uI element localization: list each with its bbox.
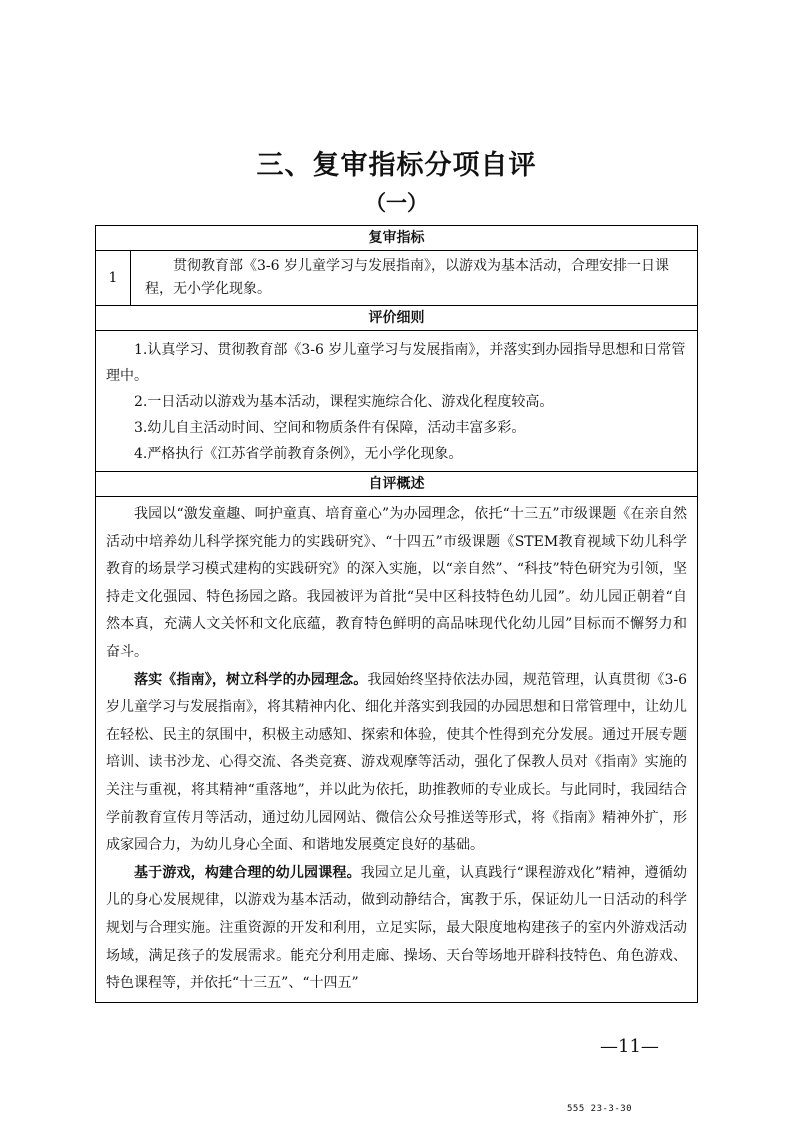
header-review-index: 复审指标	[96, 226, 697, 251]
detail-item: 2.一日活动以游戏为基本活动，课程实施综合化、游戏化程度较高。	[134, 394, 554, 410]
summary-body	[96, 497, 697, 998]
summary-paragraph-lead: 基于游戏，构建合理的幼儿园课程。	[134, 864, 361, 881]
summary-paragraph: 我园以“激发童趣、呵护童真、培育童心”为办园理念，依托“十三五”市级课题《在亲自然活动中培养幼儿科学探究能力的实践研究》、“十四五”市级课题《STEM教育视域下幼儿科学教育的场景学习模式建构的实践研究》的深入实施，以“亲自然”、“科技”特色研究为引领，坚持走文化强园、特色扬园之路。我园被评为首批“吴中区科技特色幼儿园”。幼儿园正朝着“自然本真，充满人文关怀和文化底蕴，教育特色鲜明的高品味现代化幼儿园”目标而不懈努力和奋斗。	[106, 506, 687, 660]
evaluation-table	[95, 225, 698, 1003]
index-text: 贯彻教育部《3-6 岁儿童学习与发展指南》，以游戏为基本活动，合理安排一日课程，无小学化现象。	[145, 258, 669, 297]
header-evaluation-details: 评价细则	[96, 306, 697, 331]
detail-item: 3.幼儿自主活动时间、空间和物质条件有保障，活动丰富多彩。	[134, 420, 526, 436]
summary-paragraph-body: 我园始终坚持依法办园，规范管理，认真贯彻《3-6 岁儿童学习与发展指南》，将其精神内化、细化并落实到我园的办园思想和日常管理中，让幼儿在轻松、民主的氛围中，积极主动感知、探索和体验，使其个性得到充分发展。通过开展专题培训、读书沙龙、心得交流、各类竞赛、游戏观摩等活动，强化了保教人员对《指南》实施的关注与重视，将其精神“重落地”，并以此为依托，助推教师的专业成长。与此同时，我园结合学前教育宣传月等活动，通过幼儿园网站、微信公众号推送等形式，将《指南》精神外扩，形成家园合力，为幼儿身心全面、和谐地发展奠定良好的基础。	[106, 671, 688, 854]
section-subtitle: （一）	[365, 191, 428, 215]
detail-item: 4.严格执行《江苏省学前教育条例》，无小学化现象。	[134, 446, 463, 462]
page-number: —11—	[600, 1036, 659, 1057]
detail-item: 1.认真学习、贯彻教育部《3-6 岁儿童学习与发展指南》，并落实到办园指导思想和日常管理中。	[106, 342, 686, 384]
header-self-evaluation-summary: 自评概述	[96, 472, 697, 497]
summary-paragraph-lead: 落实《指南》，树立科学的办园理念。	[134, 671, 368, 688]
summary-paragraph	[106, 667, 687, 860]
print-stamp: 555 23-3-30	[567, 1104, 633, 1114]
details-list	[96, 331, 697, 472]
summary-paragraph-body: 我园立足儿童，认真践行“课程游戏化”精神，遵循幼儿的身心发展规律，以游戏为基本活动，做到动静结合，寓教于乐，保证幼儿一日活动的科学规划与合理实施。注重资源的开发和利用，立足实际，最大限度地构建孩子的室内外游戏活动场域，满足孩子的发展需求。能充分利用走廊、操场、天台等场地开辟科技特色、角色游戏、特色课程等，并依托“十三五”、“十四五”	[106, 864, 687, 992]
page-title: 三、复审指标分项自评	[256, 150, 537, 181]
summary-paragraph	[106, 860, 687, 998]
index-number: 1	[96, 251, 131, 305]
index-row	[96, 251, 697, 306]
